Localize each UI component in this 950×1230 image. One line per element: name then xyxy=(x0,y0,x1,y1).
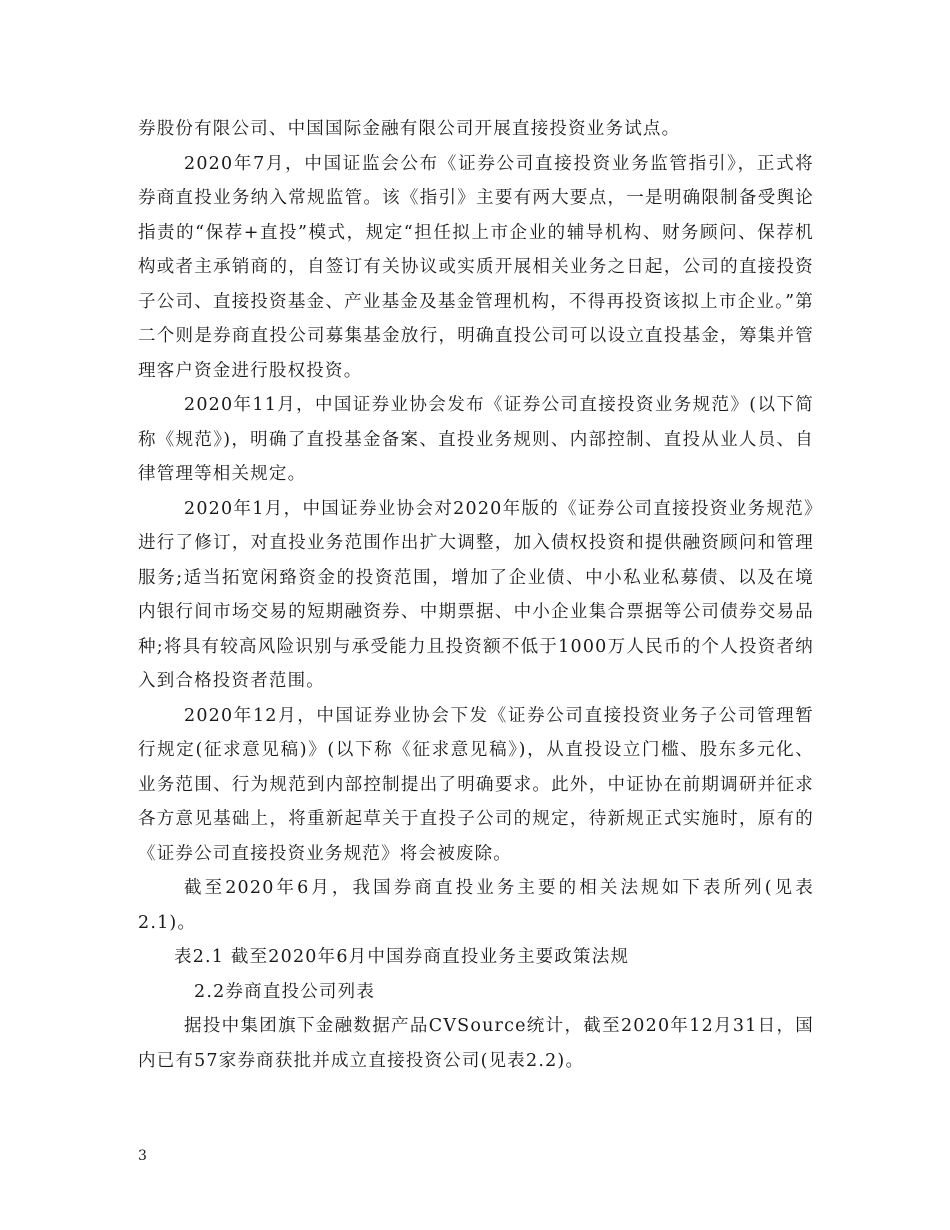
paragraph-continuation: 券股份有限公司、中国国际金融有限公司开展直接投资业务试点。 xyxy=(138,119,681,139)
table-caption: 表2.1 截至2020年6月中国券商直投业务主要政策法规 xyxy=(174,947,630,967)
document-body xyxy=(138,112,814,1078)
paragraph-2020-july: 2020年7月，中国证监会公布《证券公司直接投资业务监管指引》，正式将券商直投业务纳入常规监管。该《指引》主要有两大要点，一是明确限制备受舆论指责的“保荐+直投”模式，规定“担任拟上市企业的辅导机构、财务顾问、保荐机构或者主承销商的，自签订有关协议或实质开展相关业务之日起，公司的直接投资子公司、直接投资基金、产业基金及基金管理机构，不得再投资该拟上市企业。”第二个则是券商直投公司募集基金放行，明确直投公司可以设立直投基金，筹集并管理客户资金进行股权投资。 xyxy=(138,153,814,381)
paragraph-2020-january: 2020年1月，中国证券业协会对2020年版的《证券公司直接投资业务规范》进行了修订，对直投业务范围作出扩大调整，加入债权投资和提供融资顾问和管理服务;适当拓宽闲臵资金的投资范围，增加了企业债、中小私业私募债、以及在境内银行间市场交易的短期融资券、中期票据、中小企业集合票据等公司债券交易品种;将具有较高风险识别与承受能力且投资额不低于1000万人民币的个人投资者纳入到合格投资者范围。 xyxy=(138,498,814,691)
paragraph-cvsource: 据投中集团旗下金融数据产品CVSource统计，截至2020年12月31日，国内已有57家券商获批并成立直接投资公司(见表2.2)。 xyxy=(138,1016,814,1071)
paragraph-2020-november: 2020年11月，中国证券业协会发布《证券公司直接投资业务规范》(以下简称《规范》)，明确了直投基金备案、直投业务规则、内部控制、直投从业人员、自律管理等相关规定。 xyxy=(138,395,814,484)
page-number: 3 xyxy=(138,1148,147,1164)
paragraph-2020-december: 2020年12月，中国证券业协会下发《证券公司直接投资业务子公司管理暂行规定(征求意见稿)》(以下称《征求意见稿》)，从直投设立门槛、股东多元化、业务范围、行为规范到内部控制提出了明确要求。此外，中证协在前期调研并征求各方意见基础上，将重新起草关于直投子公司的规定，待新规正式实施时，原有的《证券公司直接投资业务规范》将会被废除。 xyxy=(138,705,814,864)
section-heading: 2.2券商直投公司列表 xyxy=(194,981,376,1002)
paragraph-regulation-summary: 截至2020年6月，我国券商直投业务主要的相关法规如下表所列(见表2.1)。 xyxy=(138,878,814,933)
